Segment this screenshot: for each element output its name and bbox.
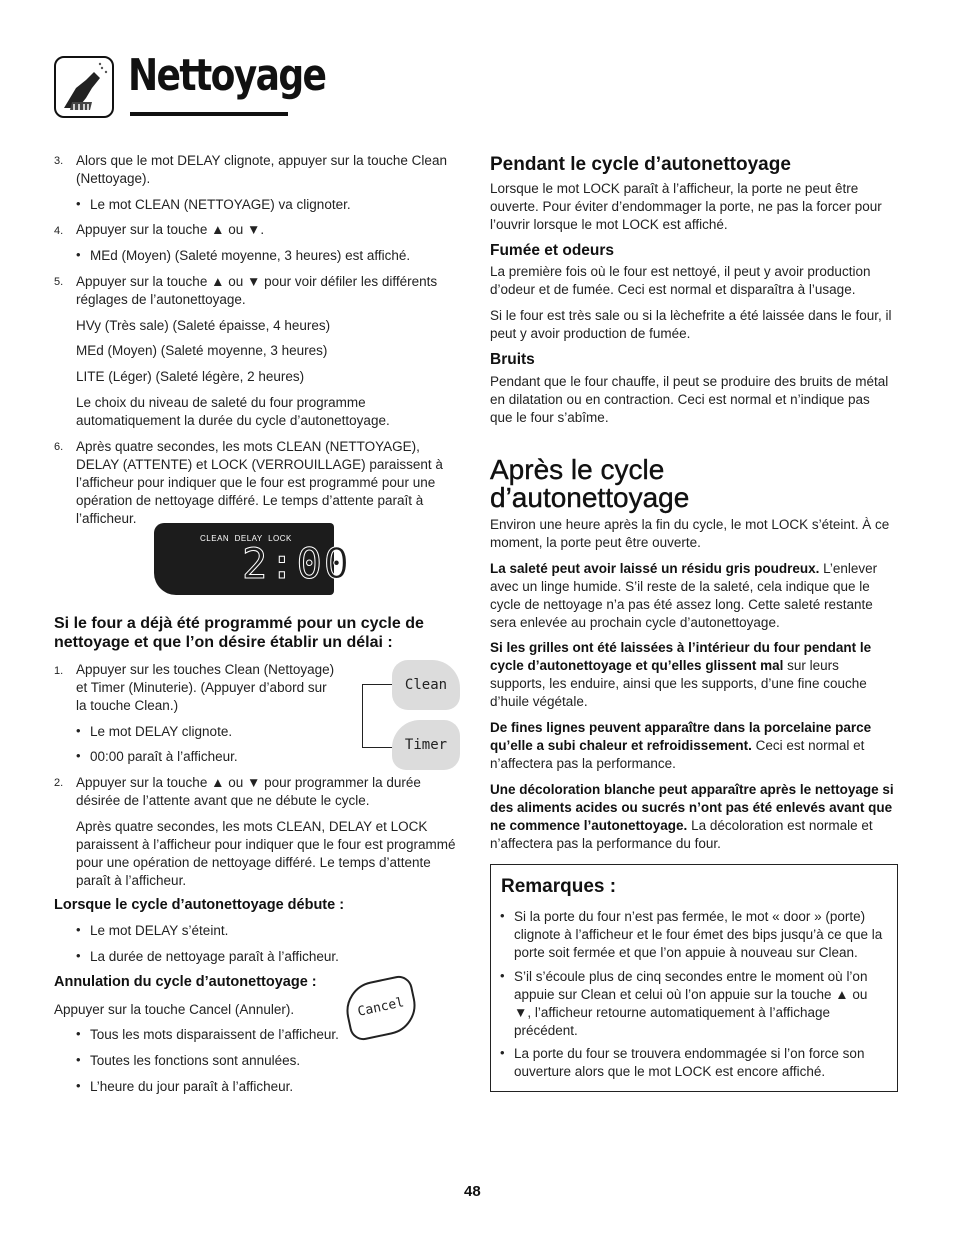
step-number: 6. <box>54 441 64 453</box>
step-number: 5. <box>54 276 64 288</box>
after-heading: Après le cycle d’autonettoyage <box>490 454 690 513</box>
bullet-text: Le mot CLEAN (NETTOYAGE) va clignoter. <box>90 197 351 212</box>
bullet-text: La durée de nettoyage paraît à l’afficheur. <box>90 949 339 964</box>
after-normal-5: La décoloration est normale et n’affectera pas la performance du four. <box>490 818 873 851</box>
smoke-text-2: Si le four est très sale ou si la lèchefrite a été laissée dans le four, il peut y avoir production de fumée. <box>490 308 892 341</box>
step-text: Appuyer sur la touche ▲ ou ▼. <box>76 222 265 237</box>
timer-key[interactable]: Timer <box>392 720 460 770</box>
bullet-text: L’heure du jour paraît à l’afficheur. <box>90 1079 294 1094</box>
bullet-text: Toutes les fonctions sont annulées. <box>90 1053 301 1068</box>
after-text-2 <box>490 560 898 632</box>
smoke-heading: Fumée et odeurs <box>490 242 615 259</box>
bullet-text: Le mot DELAY clignote. <box>90 724 233 739</box>
step-text: Après quatre secondes, les mots CLEAN (NETTOYAGE), DELAY (ATTENTE) et LOCK (VERROUILLAGE) paraissent à l’afficheur pour indiquer que le four est programmé pour une opération de nettoyage différé. Le temps d’attente paraît à l’afficheur. <box>76 439 443 526</box>
bullet-text: Tous les mots disparaissent de l’afficheur. <box>90 1027 339 1042</box>
oven-display <box>154 523 352 595</box>
notes-heading: Remarques : <box>501 876 617 897</box>
step-number: 1. <box>54 665 64 677</box>
noise-text: Pendant que le four chauffe, il peut se produire des bruits de métal en dilatation ou en contraction. Ceci est normal et n’indique pas que le four s’abîme. <box>490 374 889 425</box>
bullet-dot: • <box>76 196 81 211</box>
bullet-dot: • <box>76 748 81 763</box>
note-text: Après quatre secondes, les mots CLEAN, DELAY et LOCK paraissent à l’afficheur pour indiquer que le four est programmé pour une opération de nettoyage différé. Le temps d’attente paraît à l’afficheur. <box>76 819 456 888</box>
display-labels: CLEAN DELAY LOCK <box>200 534 292 543</box>
title-underline <box>130 112 288 116</box>
step-text: Alors que le mot DELAY clignote, appuyer sur la touche Clean (Nettoyage). <box>76 153 447 186</box>
option-text: LITE (Léger) (Saleté légère, 2 heures) <box>76 369 305 384</box>
step-text: Appuyer sur les touches Clean (Nettoyage) et Timer (Minuterie). (Appuyer d’abord sur la touche Clean.) <box>76 662 335 713</box>
bullet-dot: • <box>76 1078 81 1093</box>
step-number: 4. <box>54 225 64 237</box>
step-number: 2. <box>54 777 64 789</box>
bullet-dot: • <box>500 908 505 923</box>
bullet-text: MEd (Moyen) (Saleté moyenne, 3 heures) est affiché. <box>90 248 411 263</box>
cancel-key[interactable]: Cancel <box>341 973 421 1042</box>
bullet-dot: • <box>500 968 505 983</box>
smoke-text-1: La première fois où le four est nettoyé, il peut y avoir production d’odeur et de fumée. Ceci est normal et disparaîtra à l’usage. <box>490 264 871 297</box>
page-number: 48 <box>464 1183 481 1200</box>
after-text-3 <box>490 639 898 711</box>
page-title: Nettoyage <box>128 50 326 101</box>
note-2: S’il s’écoule plus de cinq secondes entre le moment où l’on appuie sur Clean et celui où l’on appuie sur la touche ▲ ou ▼, l’afficheur retourne automatiquement à l’affichage précédent. <box>514 969 868 1038</box>
bullet-dot: • <box>76 922 81 937</box>
cancel-text: Appuyer sur la touche Cancel (Annuler). <box>54 1002 295 1017</box>
after-normal-3: sur leurs supports, les enduire, ainsi que les supports, d’une fine couche d’huile végétale. <box>490 658 867 709</box>
after-bold-4: De fines lignes peuvent apparaître dans la porcelaine parce qu’elle a subi chaleur et refroidissement. <box>490 720 872 753</box>
step-text: Appuyer sur la touche ▲ ou ▼ pour programmer la durée désirée de l’attente avant que ne débute le cycle. <box>76 775 421 808</box>
delay-heading: Si le four a déjà été programmé pour un cycle de nettoyage et que l’on désire établir un délai : <box>54 615 424 651</box>
after-text-4 <box>490 719 898 773</box>
start-heading: Lorsque le cycle d’autonettoyage débute : <box>54 897 345 913</box>
bullet-dot: • <box>76 723 81 738</box>
after-text-1: Environ une heure après la fin du cycle, le mot LOCK s’éteint. À ce moment, la porte peut être ouverte. <box>490 517 890 550</box>
after-text-5 <box>490 781 898 853</box>
option-text: MEd (Moyen) (Saleté moyenne, 3 heures) <box>76 343 328 358</box>
step-text: Appuyer sur la touche ▲ ou ▼ pour voir défiler les différents réglages de l’autonettoyage. <box>76 274 438 307</box>
bullet-text: Le mot DELAY s’éteint. <box>90 923 229 938</box>
bullet-dot: • <box>76 1026 81 1041</box>
option-text: HVy (Très sale) (Saleté épaisse, 4 heures) <box>76 318 331 333</box>
during-text: Lorsque le mot LOCK paraît à l’afficheur, la porte ne peut être ouverte. Pour éviter d’endommager la porte, ne pas la forcer pour l’ouvrir lorsque le mot LOCK est affiché. <box>490 181 882 232</box>
after-bold-5: Une décoloration blanche peut apparaître après le nettoyage si des aliments acides ou sucrés n’ont pas été enlevés avant que ne commence l’autonettoyage. <box>490 782 894 833</box>
note-3: La porte du four se trouvera endommagée si l’on force son ouverture alors que le mot LOCK est encore affiché. <box>514 1046 865 1079</box>
after-normal-2: L’enlever avec un linge humide. S’il reste de la saleté, cela indique que le cycle de nettoyage n’a pas été assez long. Cette saleté restante sera enlevée au prochain cycle d’autonettoyage. <box>490 561 878 630</box>
header-icon-box <box>54 56 114 118</box>
note-text: Le choix du niveau de saleté du four programme automatiquement la durée du cycle d’autonettoyage. <box>76 395 390 428</box>
after-bold-3: Si les grilles ont été laissées à l’intérieur du four pendant le cycle d’autonettoyage et qu’elles glissent mal <box>490 640 872 673</box>
bullet-text: 00:00 paraît à l’afficheur. <box>90 749 238 764</box>
note-1: Si la porte du four n’est pas fermée, le mot « door » (porte) clignote à l’afficheur et le four émet des bips jusqu’à ce que la porte soit fermée et que l’on appuie à nouveau sur Clean. <box>514 909 883 960</box>
bullet-dot: • <box>76 948 81 963</box>
bullet-dot: • <box>500 1045 505 1060</box>
bullet-dot: • <box>76 1052 81 1067</box>
during-heading: Pendant le cycle d’autonettoyage <box>490 154 791 175</box>
noise-heading: Bruits <box>490 351 535 368</box>
cleaning-brush-icon <box>56 58 112 116</box>
display-time: 2:00 <box>242 539 352 588</box>
after-bold-2: La saleté peut avoir laissé un résidu gris poudreux. <box>490 561 820 576</box>
button-connector <box>362 684 393 748</box>
step-number: 3. <box>54 155 64 167</box>
cancel-heading: Annulation du cycle d’autonettoyage : <box>54 974 317 990</box>
bullet-dot: • <box>76 247 81 262</box>
clean-key[interactable]: Clean <box>392 660 460 710</box>
after-normal-4: Ceci est normal et n’affectera pas la performance. <box>490 738 865 771</box>
